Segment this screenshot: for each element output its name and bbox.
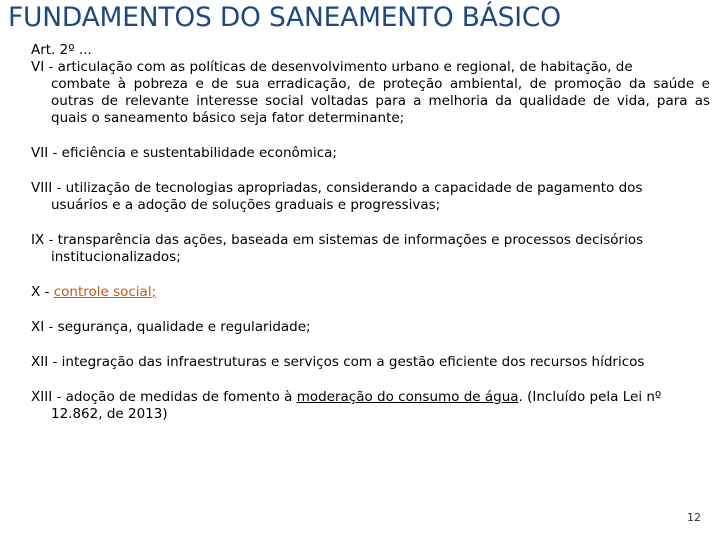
item-ix-continuation: institucionalizados; — [51, 249, 181, 265]
item-x-prefix: X - — [31, 284, 54, 300]
item-vi — [31, 59, 710, 127]
item-viii — [31, 180, 710, 214]
page-number: 12 — [687, 511, 701, 524]
item-ix-first-line: IX - transparência das ações, baseada em sistemas de informações e processos decisórios — [31, 232, 644, 248]
slide-title: FUNDAMENTOS DO SANEAMENTO BÁSICO — [8, 2, 561, 33]
item-xii: XII - integração das infraestruturas e serviços com a gestão eficiente dos recursos hídricos — [31, 354, 645, 370]
item-x — [31, 284, 710, 301]
item-xiii-suffix: . (Incluído pela Lei nº — [518, 389, 662, 405]
article-heading: Art. 2º ... — [31, 42, 92, 58]
item-xiii-continuation: 12.862, de 2013) — [51, 406, 168, 422]
item-xiii-prefix: XIII - adoção de medidas de fomento à — [31, 389, 297, 405]
item-viii-first-line: VIII - utilização de tecnologias apropriadas, considerando a capacidade de pagamento dos — [31, 180, 643, 196]
item-vii: VII - eficiência e sustentabilidade econômica; — [31, 145, 337, 161]
item-xiii-first-line — [31, 389, 661, 405]
item-xiii-underlined: moderação do consumo de água — [296, 389, 519, 405]
item-xi: XI - segurança, qualidade e regularidade; — [31, 319, 311, 335]
controle-social-link[interactable]: controle social; — [53, 284, 157, 300]
item-viii-continuation: usuários e a adoção de soluções graduais e progressivas; — [51, 197, 441, 213]
item-ix — [31, 232, 710, 266]
item-vi-first-line: VI - articulação com as políticas de desenvolvimento urbano e regional, de habitação, de — [31, 59, 633, 75]
item-xiii — [31, 389, 710, 423]
item-vi-continuation: combate à pobreza e de sua erradicação, de proteção ambiental, de promoção da saúde e outras de relevante interesse social voltadas para a melhoria da qualidade de vida, para as quais o saneamento básico seja fator determinante; — [51, 76, 710, 126]
law-text — [31, 42, 710, 423]
